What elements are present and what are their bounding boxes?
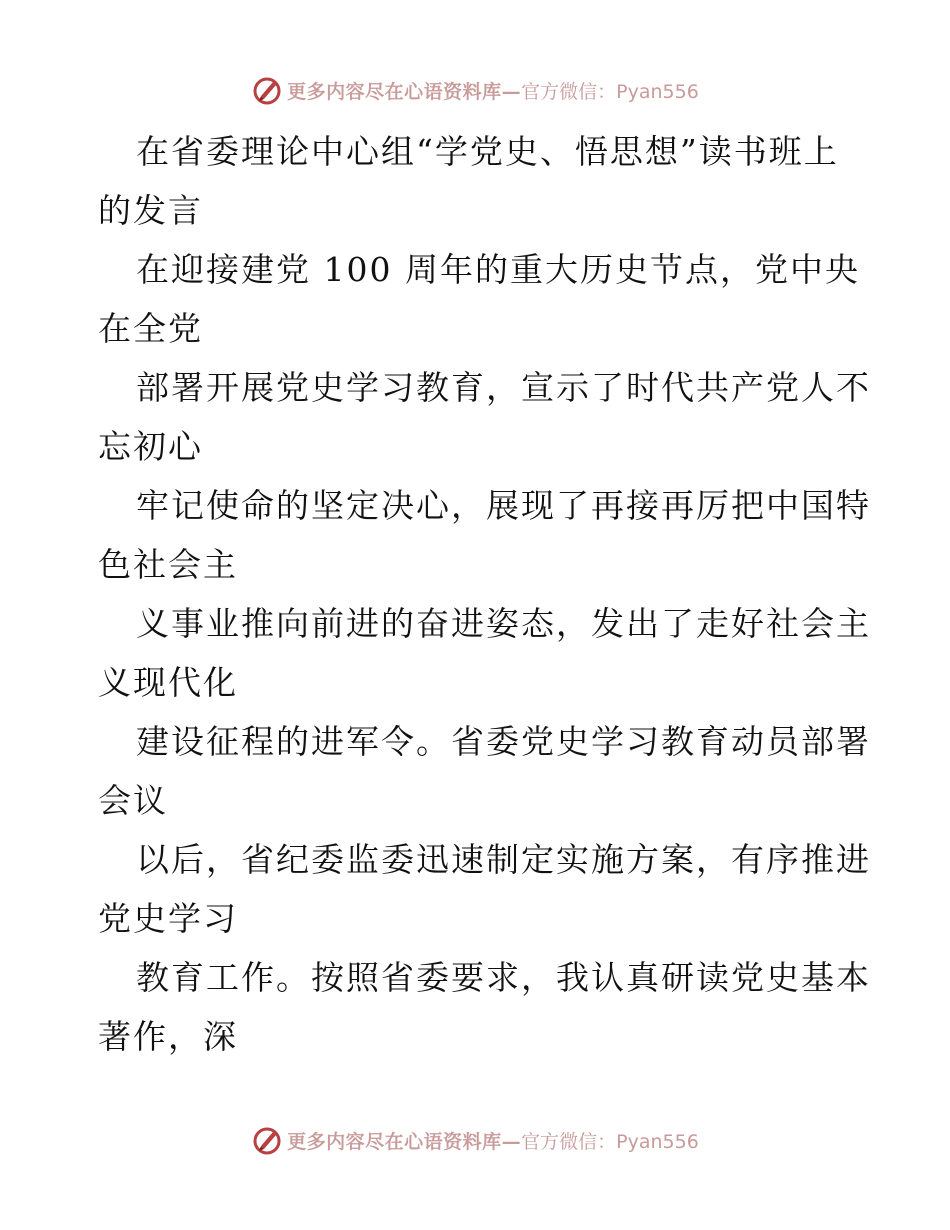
header-banner-left-text: 更多内容尽在心语资料库— <box>287 80 522 103</box>
body-line: 在迎接建党 100 周年的重大历史节点，党中央 <box>136 250 860 289</box>
pen-logo-icon <box>251 1124 283 1156</box>
body-line: 在省委理论中心组“学党史、悟思想”读书班上 <box>136 132 839 171</box>
body-line: 著作，深 <box>98 1017 238 1056</box>
footer-banner-right-text: 官方微信：Pyan556 <box>521 1130 699 1153</box>
body-line: 会议 <box>98 781 168 820</box>
body-line: 牢记使命的坚定决心，展现了再接再厉把中国特 <box>136 486 871 525</box>
header-banner-right-text: 官方微信：Pyan556 <box>521 80 699 103</box>
footer-banner-left-text: 更多内容尽在心语资料库— <box>287 1130 522 1153</box>
footer-banner <box>0 1120 950 1160</box>
body-line: 部署开展党史学习教育，宣示了时代共产党人不 <box>136 368 871 407</box>
body-line: 在全党 <box>98 309 203 348</box>
body-line: 的发言 <box>98 191 203 230</box>
body-line: 义事业推向前进的奋进姿态，发出了走好社会主 <box>136 604 871 643</box>
body-line: 教育工作。按照省委要求，我认真研读党史基本 <box>136 958 871 997</box>
body-line: 忘初心 <box>98 427 203 466</box>
body-line: 义现代化 <box>98 663 238 702</box>
pen-logo-icon <box>251 74 283 106</box>
body-line: 党史学习 <box>98 899 238 938</box>
body-line: 以后，省纪委监委迅速制定实施方案，有序推进 <box>136 840 871 879</box>
body-line: 色社会主 <box>98 545 238 584</box>
body-line: 建设征程的进军令。省委党史学习教育动员部署 <box>136 722 871 761</box>
header-banner <box>0 70 950 110</box>
document-body <box>98 122 871 1066</box>
